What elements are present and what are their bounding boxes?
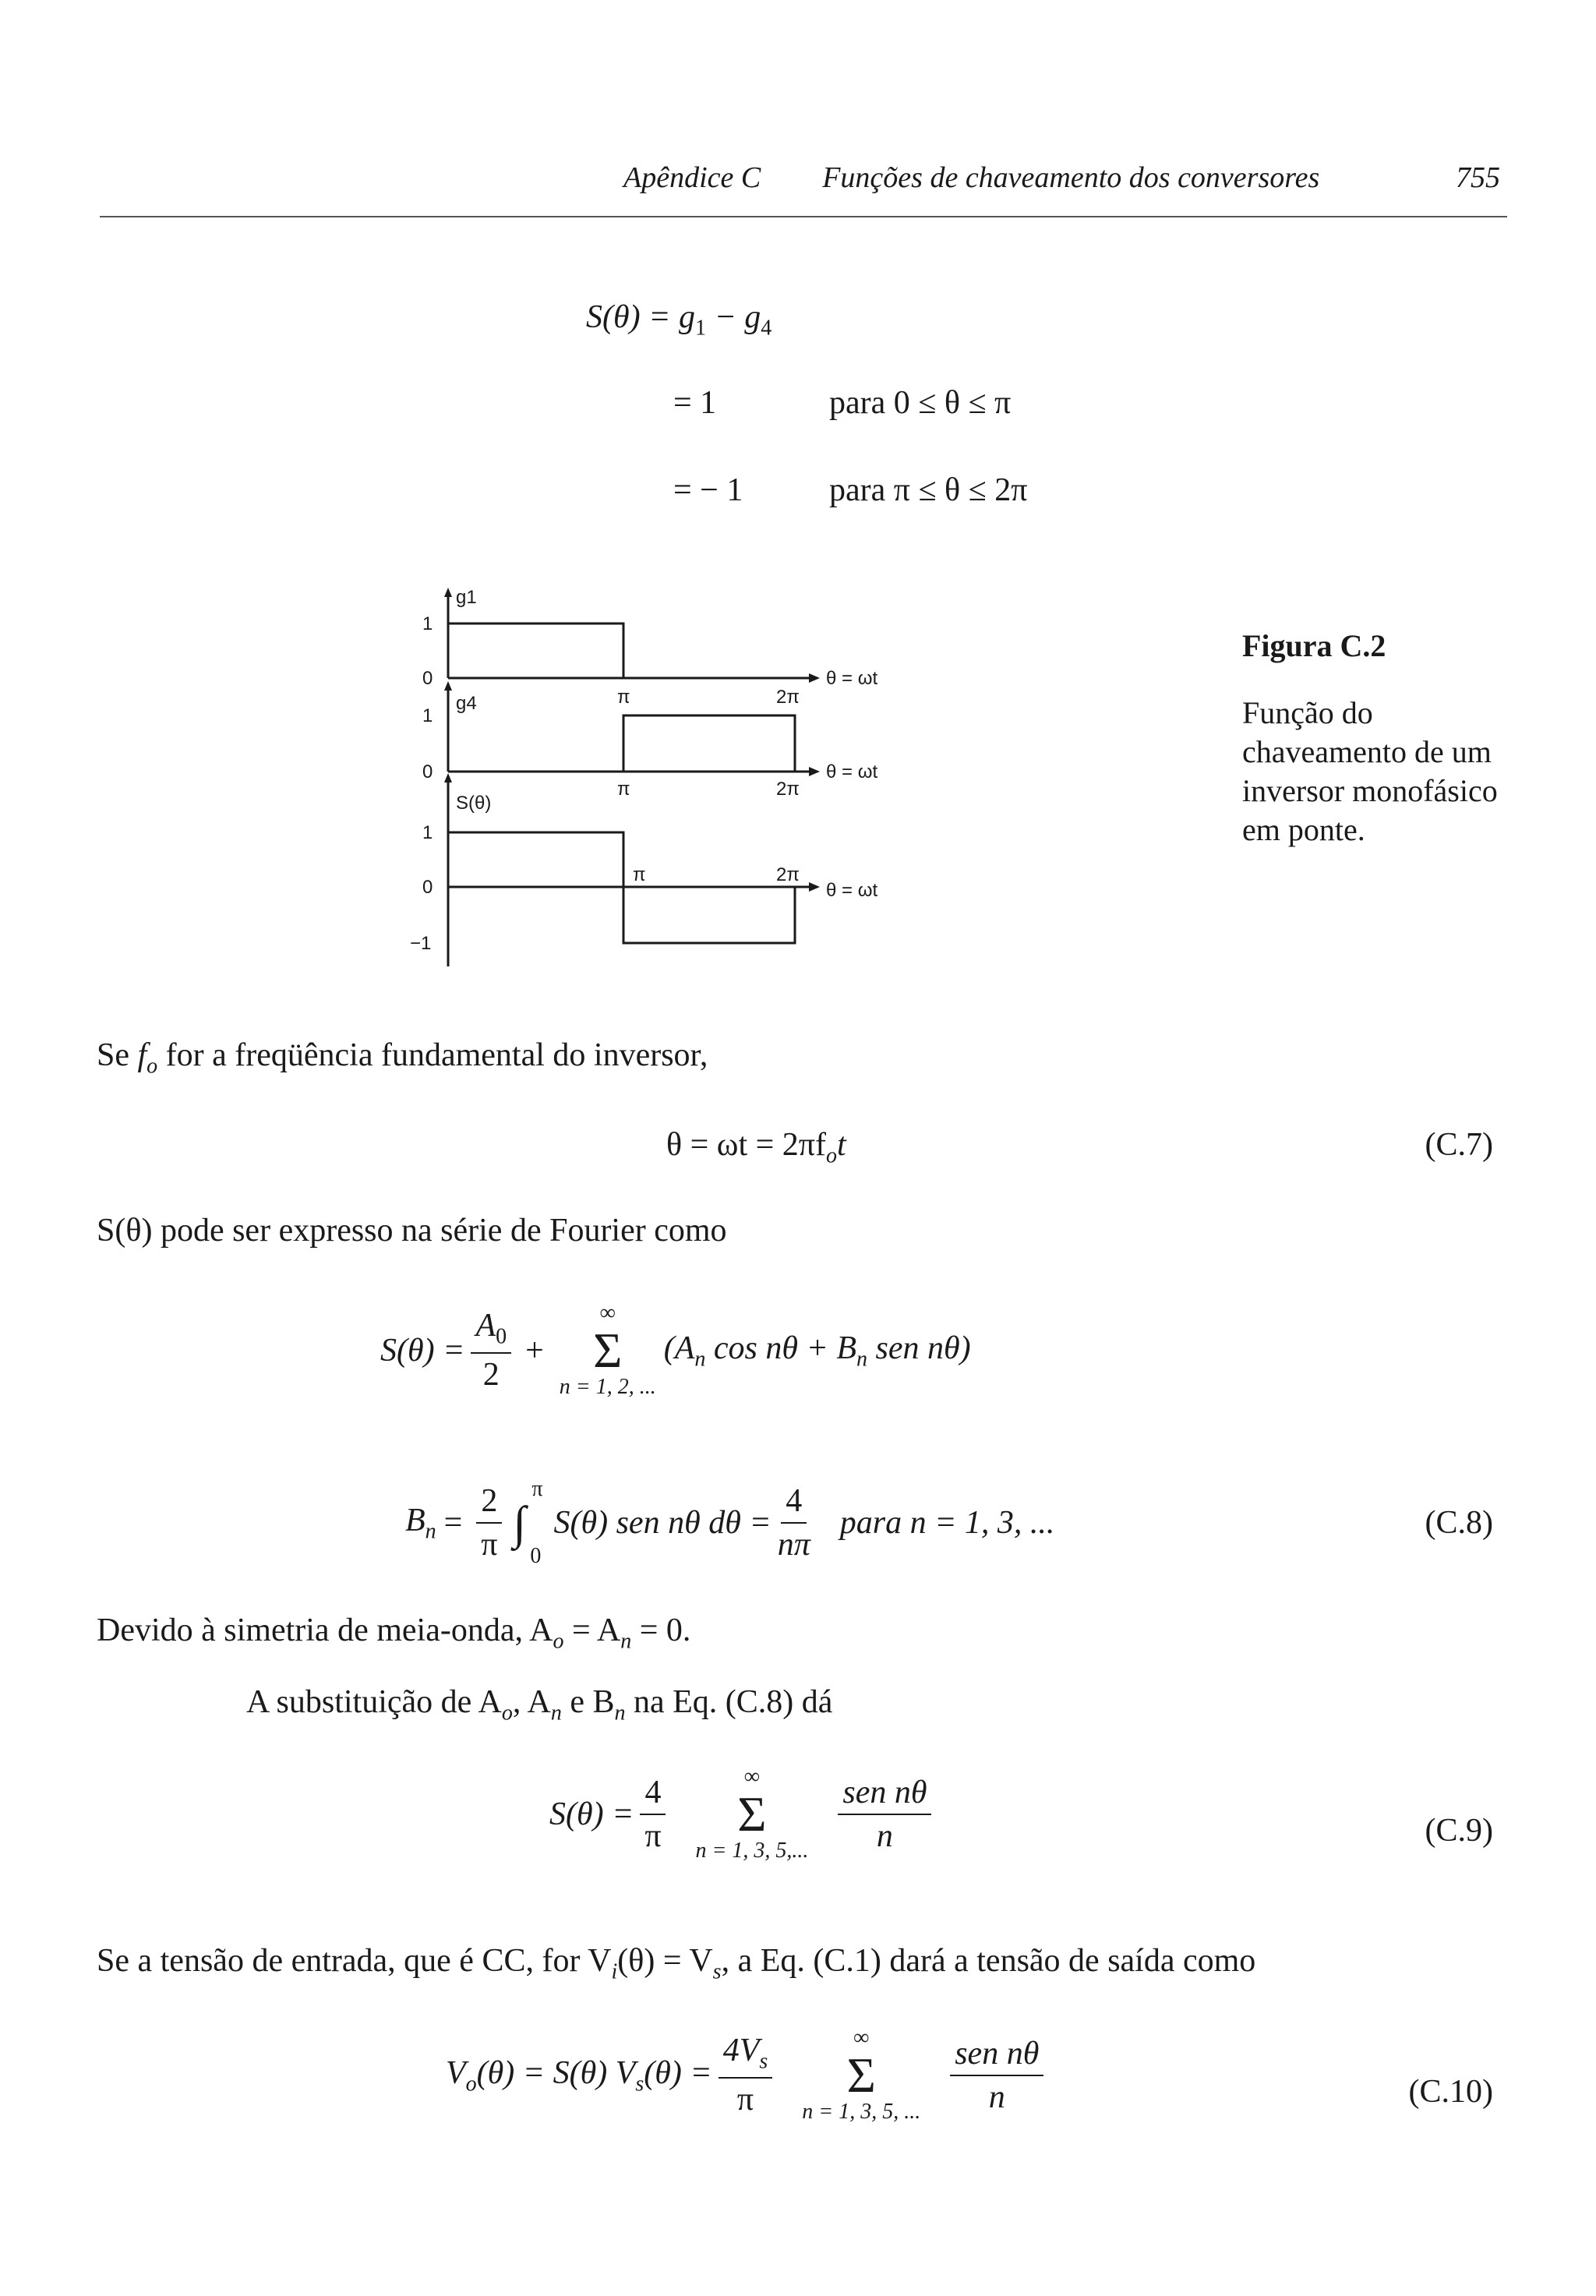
equation-c9: S(θ) = $\frac{4}{\pi}$ ∞ Σ n = 1, 3, 5,... $\frac{\text{sen nθ}}{n}$ — [549, 1765, 937, 1863]
g1-tick-0: 0 — [422, 668, 433, 689]
def-eq-line3-val: = − 1 — [673, 472, 743, 508]
g1-2pi-label: 2π — [776, 687, 800, 708]
paragraph-half-wave-symmetry: Devido à simetria de meia-onda, $A_o = A_n = 0$. — [97, 1612, 691, 1654]
equation-c10: $V_o(\theta) = S(\theta) V_s(\theta)$ = $\frac{4V_s}{\pi}$ ∞ Σ n = 1, 3, 5, ... $\frac{\text{sen nθ}}{n}$ — [446, 2026, 1050, 2125]
g4-tick-0: 0 — [422, 761, 433, 782]
chapter-title: Funções de chaveamento dos conversores — [822, 161, 1320, 194]
def-eq-line3-cond: para π ≤ θ ≤ 2π — [829, 472, 1028, 508]
running-header — [623, 161, 1319, 195]
s-pi-label: π — [633, 864, 646, 885]
s-label: S(θ) — [456, 793, 492, 814]
switching-function-figure — [390, 577, 935, 982]
s-tick-0: 0 — [422, 877, 433, 898]
equation-c8: $B_n$ = $\frac{2}{\pi}$ π ∫ 0 S(θ) sen nθ dθ = $\frac{4}{n\pi}$ para n = 1, 3, ... — [405, 1477, 1055, 1568]
g4-pi-label: π — [617, 779, 630, 800]
g4-label: g4 — [456, 693, 477, 714]
g1-pi-label: π — [617, 687, 630, 708]
g1-waveform — [448, 623, 623, 678]
paragraph-fourier-series: S(θ) pode ser expresso na série de Fourier como — [97, 1213, 727, 1249]
appendix-label: Apêndice C — [623, 161, 761, 194]
a0-over-2: $\frac{A_0}{2}$ — [471, 1308, 511, 1393]
g1-y-arrow — [444, 588, 452, 597]
page-number: 755 — [1456, 161, 1500, 194]
equation-number-c8: (C.8) — [1425, 1505, 1493, 1541]
equation-number-c7: (C.7) — [1425, 1127, 1493, 1163]
g4-waveform — [623, 715, 795, 772]
def-eq-line1: $S(\theta) = g_1 - g_4$ — [586, 299, 772, 341]
paragraph-output-voltage: Se a tensão de entrada, que é CC, for $V_i(\theta) = V_s$, a Eq. (C.1) dará a tensão de saída como — [97, 1943, 1256, 1984]
g4-x-arrow — [809, 767, 820, 776]
g1-axis-label: θ = ωt — [826, 668, 878, 689]
g4-y-arrow — [444, 681, 452, 691]
figure-caption-title: Figura C.2 — [1242, 628, 1386, 663]
g4-axis-label: θ = ωt — [826, 761, 878, 782]
equation-number-c10: (C.10) — [1408, 2074, 1493, 2110]
g4-2pi-label: 2π — [776, 779, 800, 800]
s-2pi-label: 2π — [776, 864, 800, 885]
fourier-sum: ∞ Σ n = 1, 2, ... — [559, 1301, 656, 1399]
g1-label: g1 — [456, 587, 477, 608]
s-y-arrow — [444, 773, 452, 782]
g1-x-arrow — [809, 673, 820, 683]
s-tick-minus-1: −1 — [410, 933, 432, 954]
def-eq-line2-cond: para 0 ≤ θ ≤ π — [829, 385, 1012, 421]
equation-c7: $\theta = \omega t = 2\pi f_ot$ — [666, 1127, 846, 1168]
g1-tick-1: 1 — [422, 613, 433, 634]
s-tick-1: 1 — [422, 822, 433, 843]
def-eq-line2-val: = 1 — [673, 385, 717, 421]
s-axis-label: θ = ωt — [826, 880, 878, 901]
header-rule — [100, 216, 1507, 217]
g4-tick-1: 1 — [422, 705, 433, 726]
paragraph-substitution: A substituição de $A_o$, $A_n$ e $B_n$ na Eq. (C.8) dá — [246, 1684, 833, 1726]
paragraph-fundamental-frequency: Se $f_o$ for a freqüência fundamental do inversor, — [97, 1037, 708, 1079]
equation-number-c9: (C.9) — [1425, 1813, 1493, 1849]
fourier-expansion: S(θ) = $\frac{A_0}{2}$ + ∞ Σ n = 1, 2, ... ($A_n$ $\cos n\theta + B_n$ sen nθ) — [380, 1301, 971, 1399]
s-x-arrow — [809, 882, 820, 892]
figure-caption-body: Função do chaveamento de um inversor monofásico em ponte. — [1242, 695, 1498, 847]
